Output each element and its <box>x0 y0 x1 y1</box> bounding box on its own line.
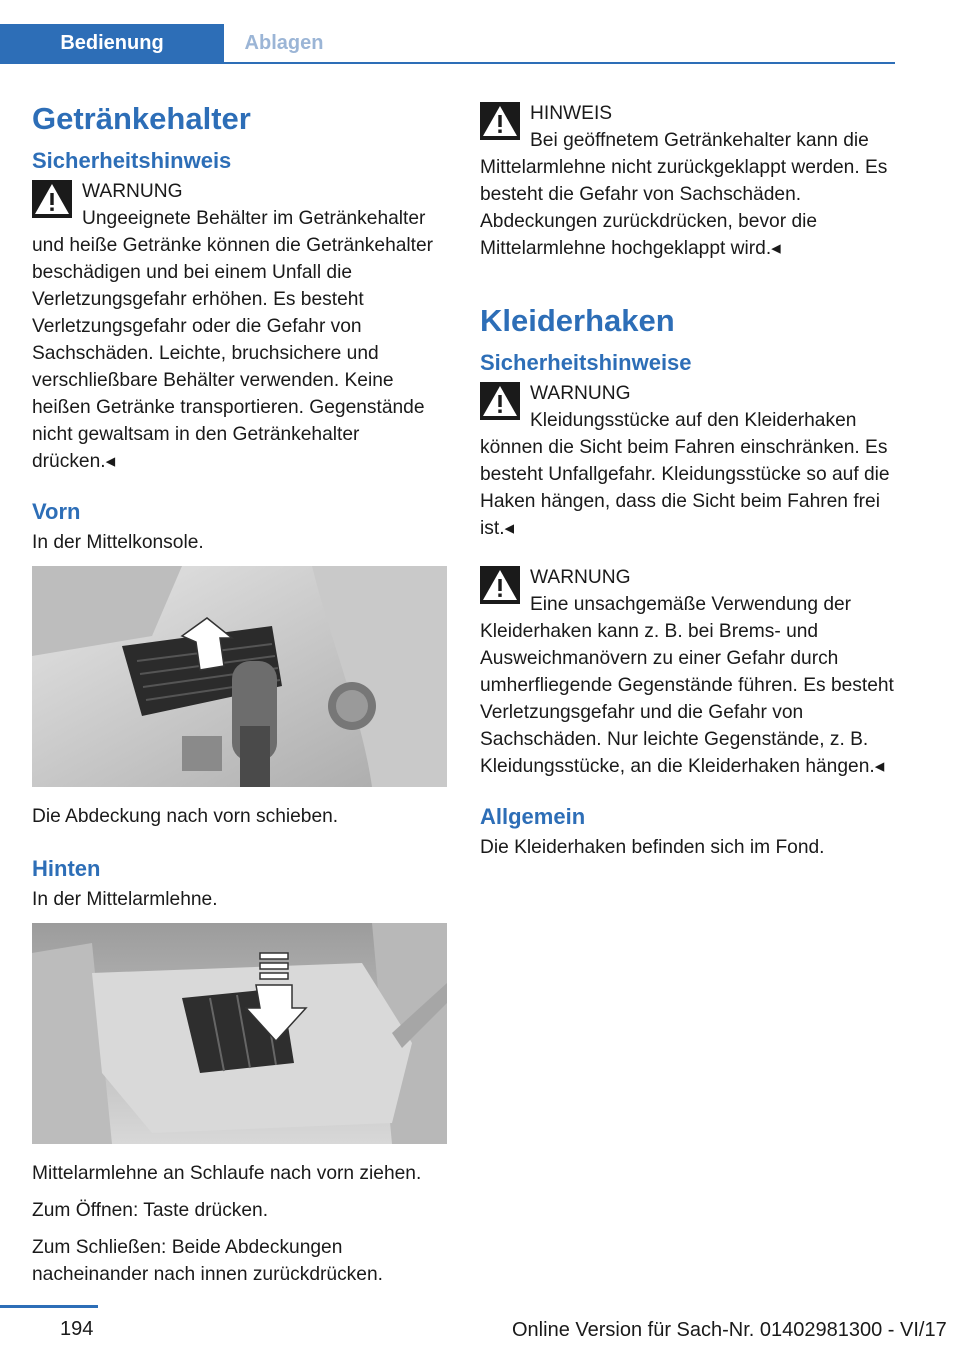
front-cupholder-photo <box>32 566 447 787</box>
warning-label: WARNUNG <box>530 383 631 404</box>
section-title-getraenkehalter: Getränkehalter <box>32 101 251 136</box>
left-column <box>32 96 447 1298</box>
armrest-illustration <box>32 923 447 1144</box>
footer-divider <box>0 1305 98 1308</box>
warning-block <box>32 178 447 475</box>
subheading-allgemein: Allgemein <box>480 804 586 829</box>
warning-triangle-icon <box>480 382 520 420</box>
warning-triangle-icon <box>480 566 520 604</box>
hinten-text: In der Mittelarmlehne. <box>32 889 218 910</box>
section-title-kleiderhaken: Kleiderhaken <box>480 303 675 338</box>
warning-block <box>480 380 895 542</box>
subheading-hinten: Hinten <box>32 856 101 881</box>
right-column <box>480 100 895 871</box>
notice-label: HINWEIS <box>530 103 613 124</box>
vorn-caption: Die Abdeckung nach vorn schieben. <box>32 806 339 827</box>
center-console-illustration <box>32 566 447 787</box>
rear-cupholder-photo <box>32 923 447 1144</box>
tab-bedienung[interactable]: Bedienung <box>0 24 224 62</box>
notice-text-first: Bei geöffnetem Getränkehalter kann die <box>530 130 869 151</box>
warning-text-first: Ungeeignete Behälter im Getränkehalter <box>82 208 426 229</box>
allgemein-text: Die Kleiderhaken befinden sich im Fond. <box>480 837 825 858</box>
warning-text-first: Kleidungsstücke auf den Kleiderhaken <box>530 410 857 431</box>
warning-label: WARNUNG <box>82 181 183 202</box>
hinten-caption-2: Zum Öffnen: Taste drücken. <box>32 1200 269 1221</box>
warning-text: und heiße Getränke können die Getränkehalter beschädigen und bei einem Unfall die Verletzungsgefahr erhöhen. Es besteht Verletzungsgefahr oder die Gefahr von Sachschäden. Leichte, bruchsichere und verschließbare Behälter verwenden. Keine heißen Getränke transportieren. Gegenstände nicht gewaltsam in den Getränkehalter drücken.◂ <box>32 235 434 472</box>
subheading-sicherheitshinweis: Sicherheitshinweis <box>32 148 232 173</box>
warning-label: WARNUNG <box>530 567 631 588</box>
vorn-text: In der Mittelkonsole. <box>32 532 204 553</box>
warning-text-first: Eine unsachgemäße Verwendung der <box>530 594 852 615</box>
warning-triangle-icon <box>32 180 72 218</box>
chapter-tabbar <box>0 0 895 64</box>
tab-ablagen[interactable]: Ablagen <box>244 32 324 54</box>
notice-text: Mittelarmlehne nicht zurückgeklappt werden. Es besteht die Gefahr von Sachschäden. Abdeckungen zurückdrücken, bevor die Mittelarmlehne hochgeklappt wird.◂ <box>480 157 888 259</box>
notice-block <box>480 100 895 262</box>
warning-triangle-icon <box>480 102 520 140</box>
warning-text: Kleiderhaken kann z. B. bei Brems- und Ausweichmanövern zu einer Gefahr durch umherfliegende Gegenstände führen. Es besteht Verletzungsgefahr und die Gefahr von Sachschäden. Nur leichte Gegenstände, z. B. Kleidungsstücke, an die Kleiderhaken hängen.◂ <box>480 621 894 777</box>
warning-block <box>480 564 895 780</box>
hinten-caption-3: Zum Schließen: Beide Abdeckungen nacheinander nach innen zurückdrücken. <box>32 1237 383 1285</box>
page-number: 194 <box>60 1318 94 1340</box>
subheading-sicherheitshinweise: Sicherheitshinweise <box>480 350 692 375</box>
online-version-note: Online Version für Sach-Nr. 01402981300 - VI/17 <box>512 1319 947 1341</box>
subheading-vorn: Vorn <box>32 499 81 524</box>
warning-text: können die Sicht beim Fahren einschränken. Es besteht Unfallgefahr. Kleidungsstücke so auf die Haken hängen, dass die Sicht beim Fahren frei ist.◂ <box>480 437 890 539</box>
hinten-caption-1: Mittelarmlehne an Schlaufe nach vorn ziehen. <box>32 1163 422 1184</box>
